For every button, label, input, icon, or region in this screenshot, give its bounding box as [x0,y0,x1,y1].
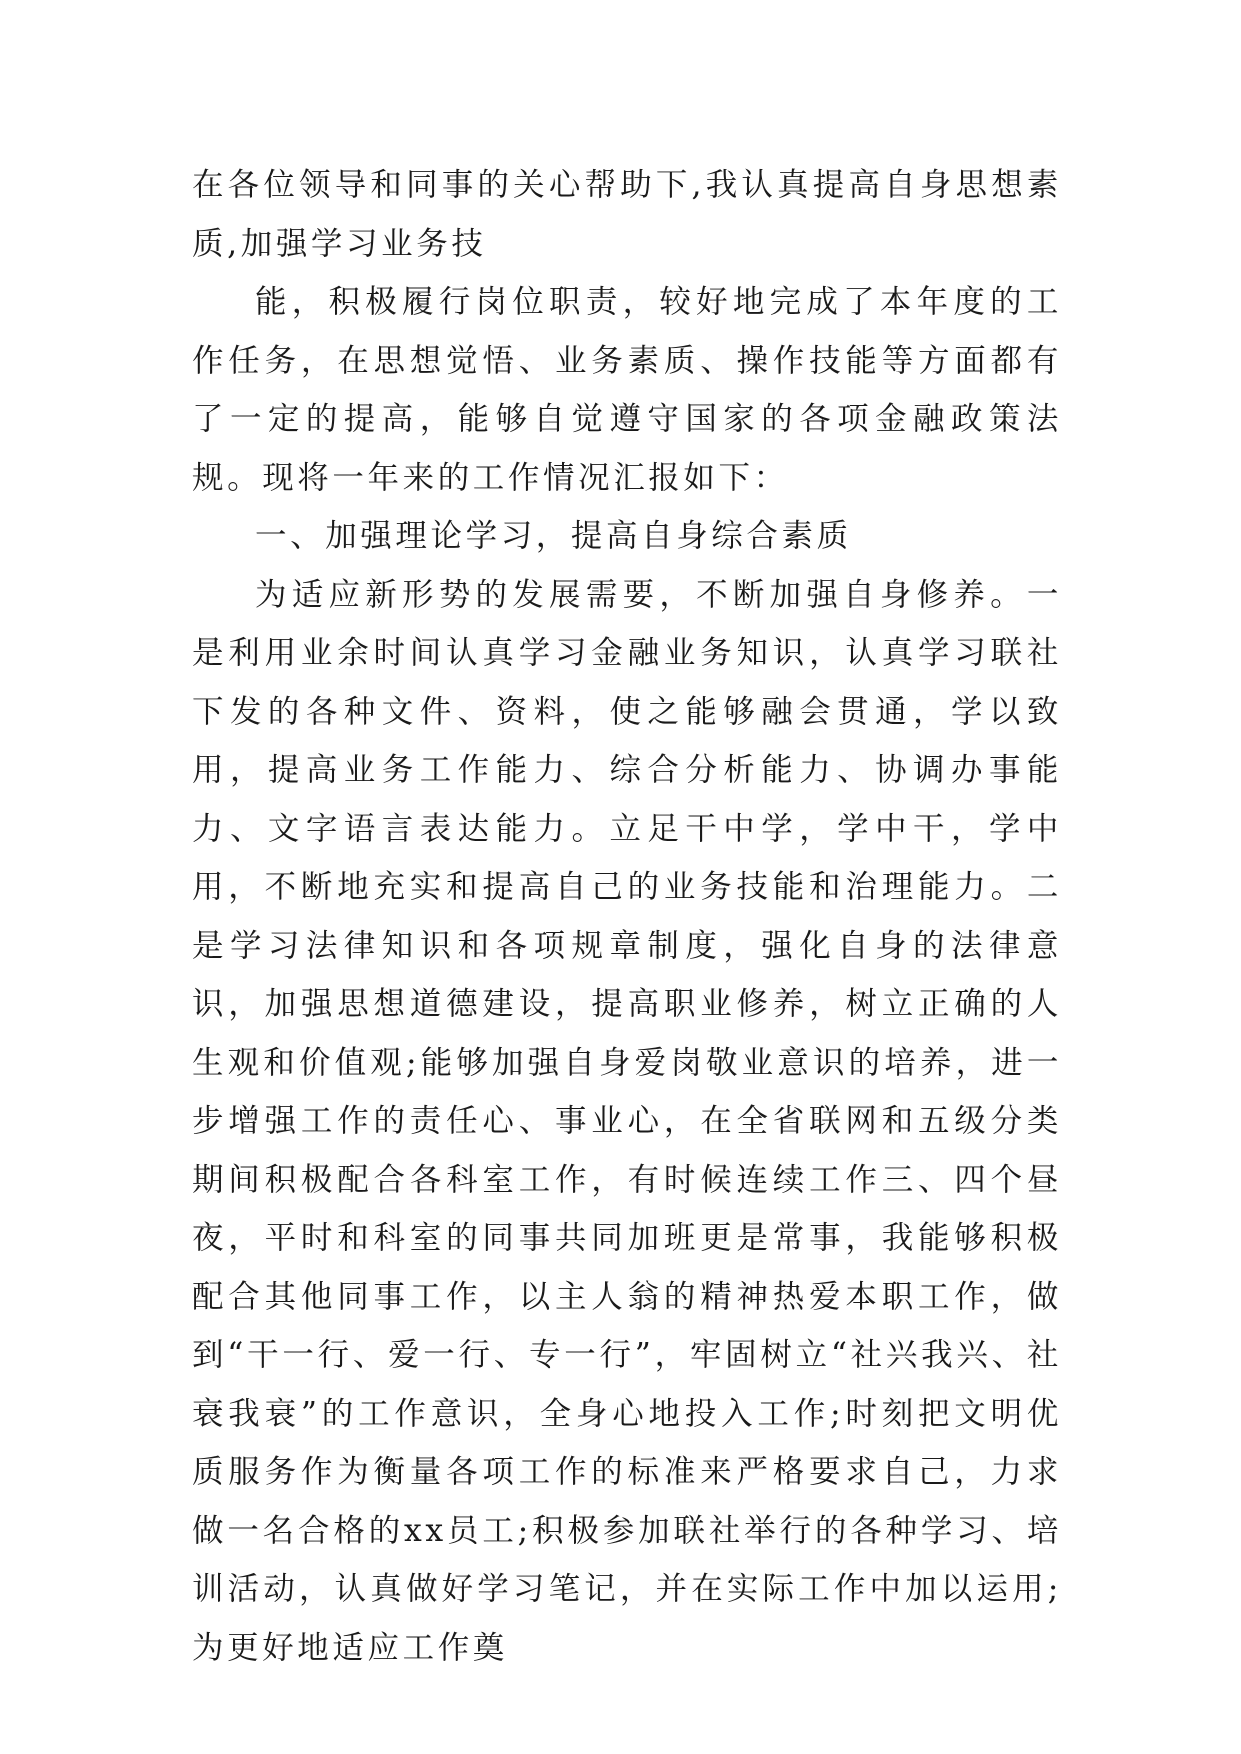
paragraph-summary: 能，积极履行岗位职责，较好地完成了本年度的工作任务，在思想觉悟、业务素质、操作技能等方面都有了一定的提高，能够自觉遵守国家的各项金融政策法规。现将一年来的工作情况汇报如下： [192,284,1062,496]
section-heading: 一、加强理论学习，提高自身综合素质 [255,518,852,554]
paragraph-section-one: 为适应新形势的发展需要，不断加强自身修养。一是利用业余时间认真学习金融业务知识，认真学习联社下发的各种文件、资料，使之能够融会贯通，学以致用，提高业务工作能力、综合分析能力、协调办事能力、文字语言表达能力。立足干中学，学中干，学中用，不断地充实和提高自己的业务技能和治理能力。二是学习法律知识和各项规章制度，强化自身的法律意识，加强思想道德建设，提高职业修养，树立正确的人生观和价值观;能够加强自身爱岗敬业意识的培养，进一步增强工作的责任心、事业心，在全省联网和五级分类期间积极配合各科室工作，有时候连续工作三、四个昼夜，平时和科室的同事共同加班更是常事，我能够积极配合其他同事工作，以主人翁的精神热爱本职工作，做到“干一行、爱一行、专一行”，牢固树立“社兴我兴、社衰我衰”的工作意识，全身心地投入工作;时刻把文明优质服务作为衡量各项工作的标准来严格要求自己，力求做一名合格的xx员工;积极参加联社举行的各种学习、培训活动，认真做好学习笔记，并在实际工作中加以运用;为更好地适应工作奠 [192,576,1062,1666]
document-body [192,156,1062,1677]
paragraph-intro: 在各位领导和同事的关心帮助下,我认真提高自身思想素质,加强学习业务技 [192,167,1062,262]
